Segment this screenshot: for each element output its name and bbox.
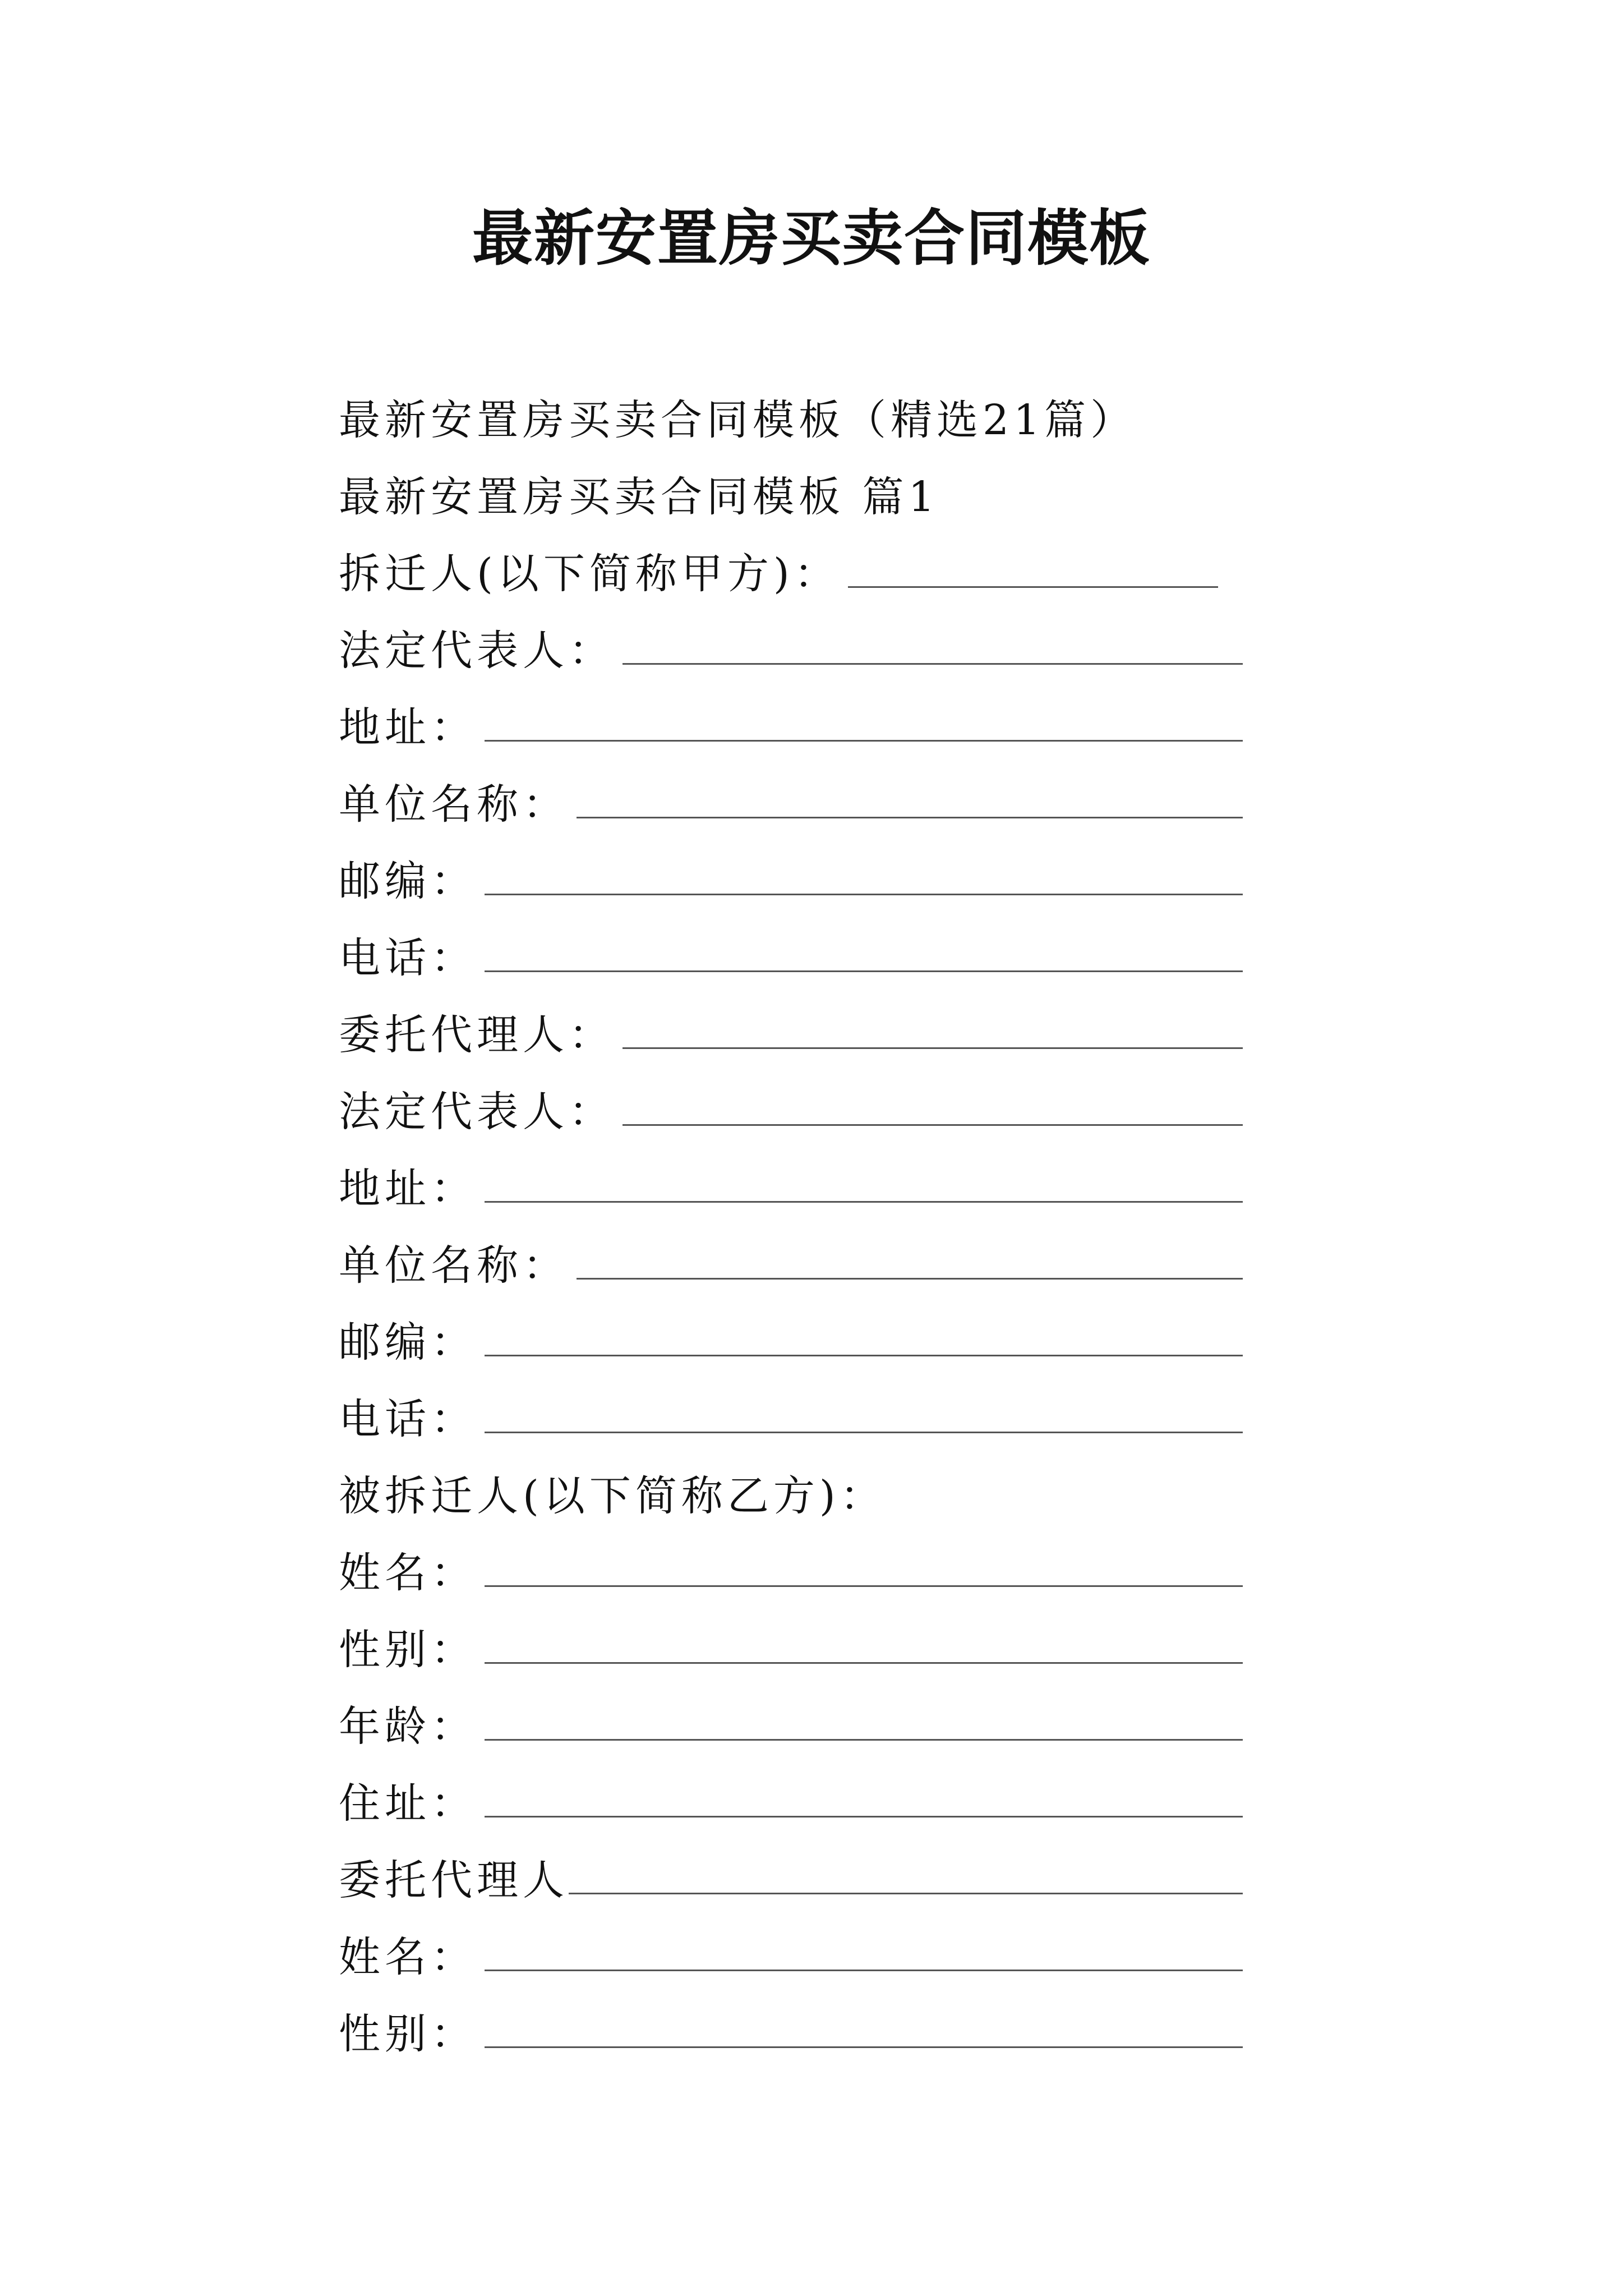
gender-blank-1[interactable] [485, 1628, 1243, 1664]
agent-blank-1[interactable] [623, 1014, 1243, 1049]
section-heading: 最新安置房买卖合同模板 篇1 [339, 472, 939, 521]
legal-rep-blank-1[interactable] [623, 629, 1243, 665]
postcode-blank-2[interactable] [485, 1321, 1243, 1356]
age-label: 年龄： [339, 1702, 477, 1751]
contract-body [339, 378, 1243, 2069]
age-row [339, 1685, 1243, 1761]
section-heading-line [339, 455, 1243, 532]
party-a-blank[interactable] [848, 553, 1218, 588]
phone-label-2: 电话： [339, 1395, 477, 1443]
subtitle: 最新安置房买卖合同模板（精选21篇） [339, 395, 1137, 444]
phone-blank-2[interactable] [485, 1398, 1243, 1433]
phone-blank-1[interactable] [485, 937, 1243, 972]
party-a-label: 拆迁人(以下简称甲方)： [339, 549, 840, 598]
address-row-2 [339, 1147, 1243, 1223]
name-blank-2[interactable] [485, 1936, 1243, 1971]
phone-row-1 [339, 916, 1243, 993]
name-label-2: 姓名： [339, 1932, 477, 1981]
gender-blank-2[interactable] [485, 2013, 1243, 2048]
agent-label-2: 委托代理人 [339, 1856, 569, 1904]
address-blank-1[interactable] [485, 706, 1243, 742]
address-label-2: 地址： [339, 1164, 477, 1213]
postcode-blank-1[interactable] [485, 860, 1243, 895]
postcode-row-2 [339, 1300, 1243, 1377]
unit-name-blank-2[interactable] [577, 1244, 1243, 1280]
address-label-1: 地址： [339, 703, 477, 752]
postcode-label-2: 邮编： [339, 1318, 477, 1366]
agent-blank-2[interactable] [569, 1859, 1243, 1894]
unit-name-blank-1[interactable] [577, 783, 1243, 818]
party-a-row [339, 532, 1243, 609]
agent-row-1 [339, 993, 1243, 1070]
postcode-label-1: 邮编： [339, 857, 477, 905]
age-blank[interactable] [485, 1705, 1243, 1741]
unit-name-row-1 [339, 762, 1243, 839]
residence-blank[interactable] [485, 1782, 1243, 1818]
gender-label-1: 性别： [339, 1625, 477, 1674]
phone-row-2 [339, 1377, 1243, 1454]
page-title: 最新安置房买卖合同模板 [472, 203, 1151, 274]
legal-rep-label-2: 法定代表人： [339, 1087, 615, 1136]
gender-row-1 [339, 1608, 1243, 1685]
legal-rep-row-1 [339, 609, 1243, 685]
gender-label-2: 性别： [339, 2009, 477, 2058]
agent-row-2 [339, 1838, 1243, 1915]
party-b-row [339, 1454, 1243, 1531]
gender-row-2 [339, 1992, 1243, 2069]
address-blank-2[interactable] [485, 1167, 1243, 1203]
residence-row [339, 1761, 1243, 1838]
unit-name-row-2 [339, 1223, 1243, 1300]
address-row-1 [339, 685, 1243, 762]
postcode-row-1 [339, 839, 1243, 916]
legal-rep-row-2 [339, 1070, 1243, 1147]
unit-name-label-2: 单位名称： [339, 1241, 569, 1290]
legal-rep-label-1: 法定代表人： [339, 626, 615, 675]
name-label-1: 姓名： [339, 1548, 477, 1597]
legal-rep-blank-2[interactable] [623, 1091, 1243, 1126]
subtitle-line [339, 378, 1243, 455]
name-blank-1[interactable] [485, 1552, 1243, 1587]
name-row-2 [339, 1915, 1243, 1992]
agent-label-1: 委托代理人： [339, 1010, 615, 1059]
residence-label: 住址： [339, 1779, 477, 1828]
unit-name-label-1: 单位名称： [339, 780, 569, 829]
phone-label-1: 电话： [339, 933, 477, 982]
party-b-label: 被拆迁人(以下简称乙方)： [339, 1471, 886, 1520]
name-row-1 [339, 1531, 1243, 1608]
